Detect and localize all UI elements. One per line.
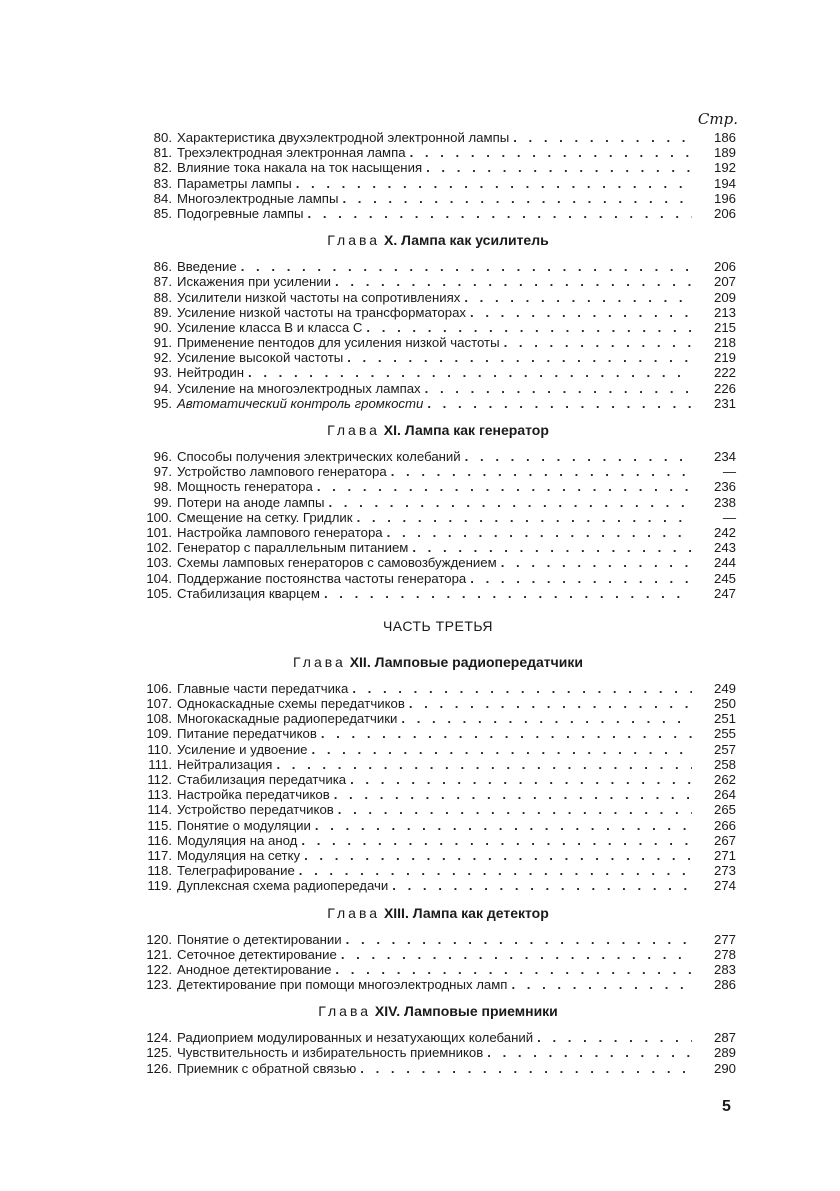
entry-number: 107. (146, 696, 172, 712)
entry-page: 209 (713, 289, 736, 305)
dot-leader (308, 206, 692, 221)
toc-section-12 (138, 681, 738, 894)
dot-leader (360, 1061, 692, 1076)
entry-page: 273 (713, 863, 736, 879)
chapter-heading-13 (138, 894, 738, 932)
entry-title: Понятие о модуляции (177, 817, 311, 833)
entry-number: 119. (147, 878, 172, 894)
dot-leader (301, 833, 692, 848)
entry-title: Однокаскадные схемы передатчиков (177, 696, 405, 712)
entry-number: 103. (146, 555, 172, 571)
dot-leader (465, 449, 692, 464)
entry-page: 251 (713, 711, 736, 727)
entry-page: 271 (713, 847, 736, 863)
entry-title: Подогревные лампы (177, 205, 304, 221)
entry-page: 245 (713, 570, 736, 586)
dot-leader (315, 818, 692, 833)
entry-title: Трехэлектродная электронная лампа (177, 145, 406, 161)
toc-entry (138, 320, 738, 335)
entry-number: 96. (153, 449, 172, 464)
dot-leader (352, 681, 692, 696)
entry-number: 80. (153, 130, 172, 145)
dot-leader (464, 290, 692, 305)
entry-number: 92. (153, 350, 172, 366)
entry-title: Сеточное детектирование (177, 946, 337, 962)
entry-page: 255 (713, 726, 736, 742)
entry-number: 87. (153, 274, 172, 290)
dot-leader (328, 495, 692, 510)
dot-leader (511, 977, 692, 992)
toc-entry (138, 525, 738, 540)
entry-title: Многокаскадные радиопередатчики (177, 711, 398, 727)
toc-entry (138, 863, 738, 878)
entry-number: 118. (147, 863, 172, 879)
toc-entry (138, 464, 738, 479)
entry-page: 286 (713, 977, 736, 993)
dot-leader (304, 848, 692, 863)
entry-page: 242 (713, 524, 736, 540)
entry-page: 213 (713, 304, 736, 320)
entry-title: Нейтрализация (177, 756, 273, 772)
entry-title: Чувствительность и избирательность приемников (177, 1045, 484, 1061)
dot-leader (299, 863, 692, 878)
dot-leader (276, 757, 692, 772)
toc-entry (138, 1030, 738, 1045)
toc-entry (138, 977, 738, 992)
entry-number: 82. (153, 160, 172, 176)
toc-entry (138, 540, 738, 555)
dot-leader (296, 176, 692, 191)
dot-leader (426, 160, 692, 175)
entry-number: 93. (153, 365, 172, 381)
dot-leader (342, 191, 692, 206)
toc-section-10 (138, 259, 738, 411)
entry-number: 91. (153, 335, 172, 351)
dot-leader (338, 802, 692, 817)
dot-leader (324, 586, 692, 601)
toc-entry (138, 365, 738, 380)
entry-number: 104. (146, 570, 172, 586)
entry-number: 122. (146, 961, 172, 977)
chapter-title: XII. Ламповые радиопередатчики (349, 653, 583, 670)
entry-number: 110. (147, 741, 172, 757)
entry-title: Главные части передатчика (177, 680, 349, 696)
toc-entry (138, 396, 738, 411)
toc-entry (138, 160, 738, 175)
entry-title: Устройство передатчиков (177, 802, 334, 818)
entry-page: 189 (713, 145, 736, 161)
toc-entry (138, 510, 738, 525)
entry-page: 236 (713, 479, 736, 495)
toc-entry (138, 274, 738, 289)
dot-leader (537, 1030, 692, 1045)
entry-number: 117. (147, 847, 172, 863)
entry-title: Усиление низкой частоты на трансформаторах (177, 304, 467, 320)
entry-page: — (722, 509, 736, 525)
entry-title: Устройство лампового генератора (177, 464, 387, 480)
toc-entry (138, 191, 738, 206)
entry-title: Искажения при усилении (177, 274, 332, 290)
entry-page: 265 (713, 802, 736, 818)
toc-entry (138, 947, 738, 962)
chapter-title: X. Лампа как усилитель (383, 232, 549, 249)
entry-page: 231 (713, 395, 736, 411)
dot-leader (357, 510, 692, 525)
toc-entry (138, 1061, 738, 1076)
entry-title: Автоматический контроль громкости (177, 395, 424, 411)
entry-title: Стабилизация кварцем (177, 585, 320, 601)
toc-entry (138, 259, 738, 274)
entry-title: Усиление и удвоение (177, 741, 308, 757)
toc-entry (138, 711, 738, 726)
entry-title: Анодное детектирование (177, 961, 332, 977)
entry-title: Схемы ламповых генераторов с самовозбуждением (177, 555, 497, 571)
entry-page: 234 (713, 449, 736, 464)
entry-page: 289 (713, 1045, 736, 1061)
entry-number: 115. (147, 817, 172, 833)
entry-number: 111. (148, 756, 172, 772)
entry-number: 123. (146, 977, 172, 993)
entry-number: 106. (146, 680, 172, 696)
toc-entry (138, 130, 738, 145)
entry-title: Настройка передатчиков (177, 787, 330, 803)
entry-title: Дуплексная схема радиопередачи (177, 878, 389, 894)
toc-entry (138, 290, 738, 305)
entry-number: 108. (146, 711, 172, 727)
toc-entry (138, 932, 738, 947)
dot-leader (366, 320, 692, 335)
entry-page: 192 (713, 160, 736, 176)
chapter-word: Глава (327, 422, 380, 438)
entry-page: 249 (713, 680, 736, 696)
dot-leader (501, 555, 692, 570)
entry-title: Потери на аноде лампы (177, 494, 325, 510)
entry-page: 266 (713, 817, 736, 833)
toc-entry (138, 757, 738, 772)
entry-title: Усиление высокой частоты (177, 350, 344, 366)
entry-number: 114. (147, 802, 172, 818)
entry-number: 120. (146, 931, 172, 947)
entry-page: 238 (713, 494, 736, 510)
dot-leader (335, 274, 692, 289)
entry-number: 113. (147, 787, 172, 803)
toc-entry (138, 742, 738, 757)
entry-title: Введение (177, 259, 237, 275)
entry-number: 98. (153, 479, 172, 495)
toc-section-1 (138, 130, 738, 221)
entry-title: Многоэлектродные лампы (177, 190, 339, 206)
page-column-header: Стр. (697, 110, 738, 128)
entry-title: Телеграфирование (177, 863, 295, 879)
toc-entry (138, 586, 738, 601)
dot-leader (504, 335, 692, 350)
dot-leader (317, 479, 692, 494)
entry-title: Влияние тока накала на ток насыщения (177, 160, 423, 176)
chapter-heading-10 (138, 221, 738, 259)
entry-title: Детектирование при помощи многоэлектродных ламп (177, 977, 508, 993)
entry-page: 274 (713, 878, 736, 894)
dot-leader (513, 130, 692, 145)
entry-page: 244 (713, 555, 736, 571)
toc-entry (138, 350, 738, 365)
dot-leader (391, 464, 692, 479)
toc-entry (138, 878, 738, 893)
toc-entry (138, 176, 738, 191)
page-number: 5 (722, 1098, 731, 1115)
entry-number: 100. (146, 509, 172, 525)
toc-entry (138, 479, 738, 494)
toc-page (138, 108, 738, 1076)
dot-leader (409, 696, 692, 711)
entry-number: 99. (153, 494, 172, 510)
entry-number: 125. (146, 1045, 172, 1061)
chapter-title: XIV. Ламповые приемники (374, 1003, 558, 1020)
entry-number: 94. (153, 380, 172, 396)
dot-leader (392, 878, 692, 893)
entry-page: — (722, 464, 736, 480)
dot-leader (412, 540, 692, 555)
toc-entry (138, 305, 738, 320)
part-heading: ЧАСТЬ ТРЕТЬЯ (382, 617, 494, 634)
entry-title: Смещение на сетку. Гридлик (177, 509, 353, 525)
dot-leader (248, 365, 692, 380)
entry-number: 126. (146, 1060, 172, 1076)
chapter-title: XI. Лампа как генератор (383, 422, 549, 438)
dot-leader (334, 787, 692, 802)
entry-page: 287 (713, 1030, 736, 1046)
entry-page: 283 (713, 961, 736, 977)
toc-section-11 (138, 449, 738, 601)
dot-leader (470, 571, 692, 586)
toc-entry (138, 696, 738, 711)
entry-title: Характеристика двухэлектродной электронной лампы (177, 130, 510, 145)
entry-number: 88. (153, 289, 172, 305)
entry-page: 264 (713, 787, 736, 803)
entry-number: 89. (153, 304, 172, 320)
entry-title: Стабилизация передатчика (177, 772, 347, 787)
entry-page: 262 (713, 772, 736, 787)
entry-title: Модуляция на анод (177, 832, 298, 848)
entry-number: 116. (147, 832, 172, 848)
entry-page: 222 (713, 365, 736, 381)
toc-section-14 (138, 1030, 738, 1076)
dot-leader (347, 350, 692, 365)
dot-leader (401, 711, 692, 726)
toc-entry (138, 787, 738, 802)
dot-leader (427, 396, 692, 411)
entry-title: Приемник с обратной связью (177, 1060, 357, 1076)
entry-title: Понятие о детектировании (177, 931, 342, 947)
entry-title: Усилители низкой частоты на сопротивлениях (177, 289, 461, 305)
chapter-heading-11 (138, 411, 738, 449)
chapter-word: Глава (327, 904, 381, 921)
entry-title: Применение пентодов для усиления низкой частоты (177, 335, 500, 351)
toc-entry (138, 145, 738, 160)
entry-title: Усиление на многоэлектродных лампах (177, 380, 421, 396)
entry-page: 277 (713, 931, 736, 947)
entry-title: Мощность генератора (177, 479, 313, 495)
entry-number: 95. (153, 395, 172, 411)
entry-page: 243 (713, 540, 736, 556)
entry-number: 105. (146, 585, 172, 601)
entry-page: 250 (713, 696, 736, 712)
chapter-word: Глава (318, 1003, 372, 1020)
entry-number: 109. (146, 726, 172, 742)
entry-page: 290 (713, 1060, 736, 1076)
entry-number: 84. (153, 190, 172, 206)
toc-entry (138, 335, 738, 350)
entry-page: 207 (713, 274, 736, 290)
dot-leader (470, 305, 692, 320)
entry-title: Радиоприем модулированных и незатухающих колебаний (177, 1030, 534, 1046)
toc-entry (138, 206, 738, 221)
entry-number: 124. (146, 1030, 172, 1046)
entry-page: 218 (713, 335, 736, 351)
dot-leader (425, 381, 692, 396)
entry-page: 206 (713, 259, 736, 275)
toc-entry (138, 381, 738, 396)
chapter-title: XIII. Лампа как детектор (383, 904, 549, 921)
entry-number: 102. (146, 540, 172, 556)
entry-number: 101. (146, 524, 172, 540)
entry-title: Модуляция на сетку (177, 847, 301, 863)
entry-number: 85. (153, 205, 172, 221)
dot-leader (346, 932, 692, 947)
entry-title: Способы получения электрических колебаний (177, 449, 461, 464)
dot-leader (341, 947, 692, 962)
entry-number: 90. (153, 319, 172, 335)
toc-entry (138, 818, 738, 833)
entry-page: 247 (713, 585, 736, 601)
toc-entry (138, 555, 738, 570)
entry-page: 219 (713, 350, 736, 366)
entry-number: 83. (153, 175, 172, 191)
entry-number: 81. (153, 145, 172, 161)
entry-page: 196 (713, 190, 736, 206)
entry-title: Поддержание постоянства частоты генератора (177, 570, 467, 586)
entry-number: 86. (153, 259, 172, 275)
dot-leader (241, 259, 692, 274)
dot-leader (387, 525, 692, 540)
entry-number: 97. (153, 464, 172, 480)
toc-entry (138, 833, 738, 848)
entry-page: 226 (713, 380, 736, 396)
toc-entry (138, 848, 738, 863)
dot-leader (487, 1045, 692, 1060)
entry-page: 206 (713, 205, 736, 221)
entry-page: 257 (713, 741, 736, 757)
chapter-heading-14 (138, 992, 738, 1030)
chapter-heading-12 (138, 643, 738, 681)
entry-page: 278 (713, 946, 736, 962)
toc-entry (138, 772, 738, 787)
toc-entry (138, 449, 738, 464)
toc-section-13 (138, 932, 738, 993)
toc-entry (138, 495, 738, 510)
dot-leader (312, 742, 692, 757)
entry-number: 121. (146, 946, 172, 962)
entry-title: Генератор с параллельным питанием (177, 540, 409, 556)
entry-title: Питание передатчиков (177, 726, 317, 742)
toc-entry (138, 726, 738, 741)
toc-entry (138, 802, 738, 817)
entry-title: Нейтродин (177, 365, 244, 381)
toc-entry (138, 1045, 738, 1060)
chapter-word: Глава (292, 653, 346, 670)
entry-page: 194 (713, 175, 736, 191)
entry-title: Усиление класса B и класса C (177, 319, 363, 335)
dot-leader (335, 962, 692, 977)
entry-page: 258 (713, 756, 736, 772)
toc-entry (138, 962, 738, 977)
entry-page: 215 (713, 319, 736, 335)
entry-number: 112. (147, 772, 172, 787)
entry-title: Параметры лампы (177, 175, 292, 191)
toc-entry (138, 681, 738, 696)
dot-leader (410, 145, 692, 160)
dot-leader (350, 772, 692, 787)
entry-title: Настройка лампового генератора (177, 524, 383, 540)
toc-entry (138, 571, 738, 586)
dot-leader (321, 726, 692, 741)
entry-page: 186 (713, 130, 736, 145)
chapter-word: Глава (327, 232, 381, 249)
entry-page: 267 (713, 832, 736, 848)
